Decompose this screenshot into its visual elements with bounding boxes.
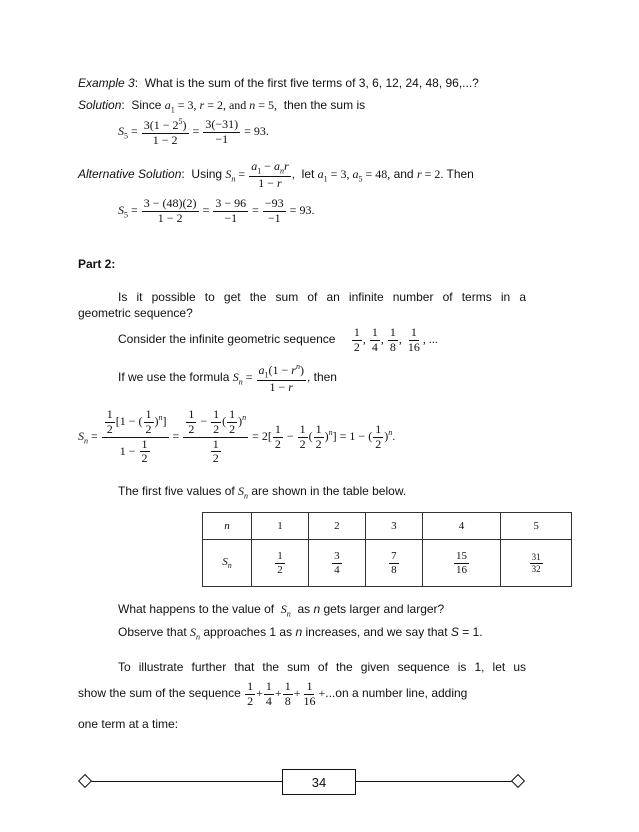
- table-value-cell: $\frac{15}{16}$: [422, 540, 501, 587]
- sequence-fractions: $\frac{1}{2}$ , $\frac{1}{4}$ , $\frac{1}{8}$ , $\frac{1}{16}$ , ...: [353, 325, 438, 354]
- formula-line: [118, 362, 337, 394]
- derivation-equation: $S_n$ = $\frac{1}{2}$ [1 − ( $\frac{1}{2}$ )$^n$] 1 − $\frac{1}{2}$ = $\frac{1}{2}$ − $\frac{1}{2}$ ( $\frac{1}{2}$ )$^n$ $\frac{1}{2}$ = 2[ $\frac{1}{2}$ − $\frac{1}{2}$ ( $\frac{1}{2}$ )$^n$] = 1 − ( $\frac{1}{2}$ )$^n$.: [78, 407, 396, 466]
- alt-solution-label: Alternative Solution: [78, 166, 182, 181]
- table-intro: The first five values of $S_n$ are shown in the table below.: [118, 484, 407, 501]
- equation-s5-second: $S_5$ = $\frac{3 - (48)(2)}{1 - 2}$ = $\frac{3 - 96}{-1}$ = $\frac{-93}{-1}$ = 93.: [118, 196, 315, 225]
- illustrate-line1: To illustrate further that the sum of the given sequence is 1, let us: [118, 660, 526, 674]
- sequence-sum: $\frac{1}{2}$ + $\frac{1}{4}$ + $\frac{1}{8}$ + $\frac{1}{16}$ +: [247, 679, 326, 708]
- table-value-cell: $\frac{31}{32}$: [501, 540, 572, 587]
- solution-label: Solution: [78, 98, 122, 112]
- footer-diamond-right-icon: [511, 774, 525, 788]
- table-header-cell: 3: [365, 513, 422, 540]
- page-number-box: [282, 769, 356, 795]
- formula-intro: If we use the formula: [118, 369, 230, 384]
- table-header-cell: 4: [422, 513, 501, 540]
- page-number: 34: [311, 774, 327, 790]
- solution-line: Solution: Since $a_1 = 3$, r = 2, and n = 5, then the sum is: [78, 98, 366, 115]
- table-row-label: $S_n$: [203, 540, 252, 587]
- part-2-heading: Part 2:: [78, 257, 116, 271]
- example-label: Example 3: [78, 76, 135, 90]
- table-header-n: n: [203, 513, 252, 540]
- illustrate-post: on a number line, adding: [335, 686, 468, 701]
- equation-s5-first: $S_5$ = $\frac{3(1 - 2^5)}{1 - 2}$ = $\frac{3(-31)}{-1}$ = 93.: [118, 117, 269, 147]
- then-text: , then: [306, 369, 337, 384]
- consider-line: [118, 326, 438, 355]
- table-header-row: [203, 513, 572, 540]
- table-values-row: [203, 540, 572, 587]
- table-value-cell: $\frac{3}{4}$: [308, 540, 365, 587]
- table-header-cell: 1: [252, 513, 309, 540]
- footer-diamond-left-icon: [78, 774, 92, 788]
- table-header-cell: 2: [308, 513, 365, 540]
- illustrate-pre: show the sum of the sequence: [78, 686, 241, 701]
- illustrate-line2: show the sum of the sequence $\frac{1}{2}$ + $\frac{1}{4}$ + $\frac{1}{8}$ + $\frac{1}{16}$ +...on a number line, adding: [78, 679, 468, 708]
- table-value-cell: $\frac{7}{8}$: [365, 540, 422, 587]
- table-header-cell: 5: [501, 513, 572, 540]
- example-3-question: Example 3: What is the sum of the first five terms of 3, 6, 12, 24, 48, 96,...?: [78, 76, 479, 90]
- consider-text: Consider the infinite geometric sequence: [118, 332, 336, 347]
- alternative-solution-line: Alternative Solution: Using $S_n$ = $\frac{a_1 - a_nr}{1 - r}$ , let $a_1 = 3$, $a_5 = 48$, and r = 2. Then: [78, 159, 474, 190]
- larger-question: What happens to the value of $S_n$ as n gets larger and larger?: [118, 602, 445, 619]
- sum-formula: $S_n$ = $\frac{a_1(1 - r^n)}{1 - r}$: [232, 362, 304, 394]
- sn-values-table: [202, 512, 572, 587]
- footer-rule-right: [355, 781, 517, 782]
- paragraph-infinite-question-line1: Is it possible to get the sum of an infinite number of terms in a: [118, 290, 526, 304]
- table-value-cell: $\frac{1}{2}$: [252, 540, 309, 587]
- footer-rule-left: [86, 781, 282, 782]
- observe-line: Observe that $S_n$ approaches 1 as n increases, and we say that S = 1.: [118, 625, 483, 642]
- illustrate-line3: one term at a time:: [78, 717, 179, 731]
- paragraph-infinite-question-line2: geometric sequence?: [78, 306, 193, 320]
